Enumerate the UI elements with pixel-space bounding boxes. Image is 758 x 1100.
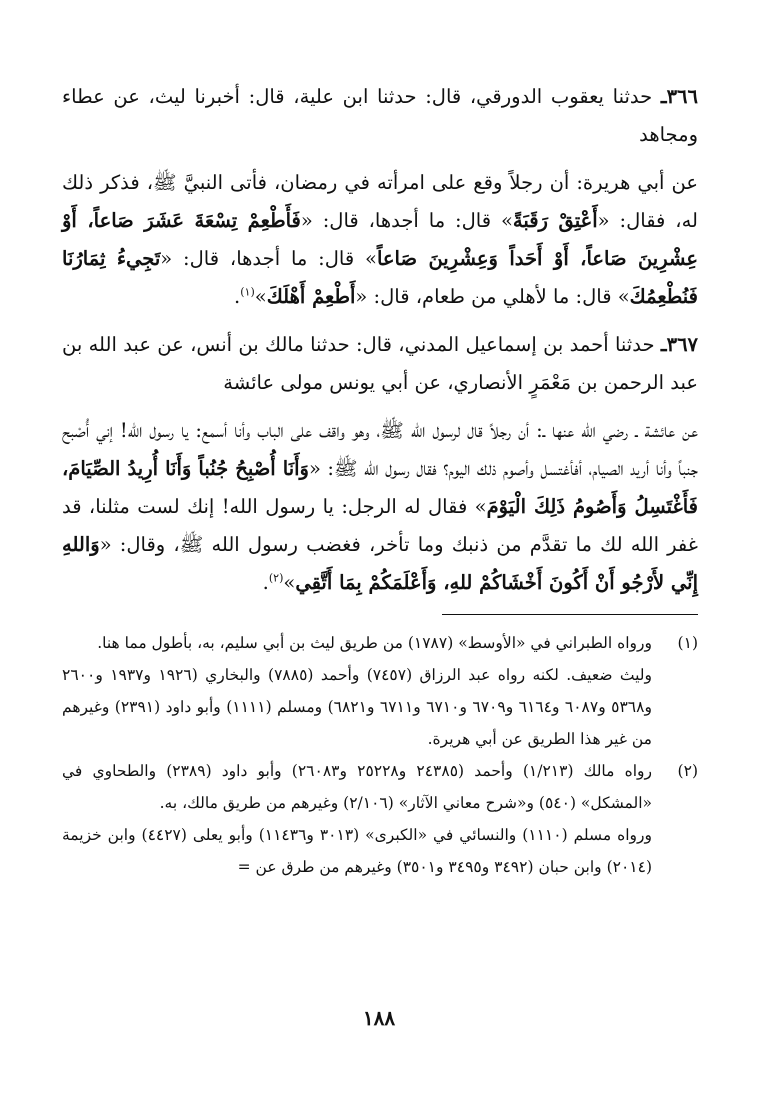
footnote-ref[interactable]: (١) <box>240 285 255 299</box>
footnote-1 <box>62 627 698 755</box>
footnote-text: وليث ضعيف. لكنه رواه عبد الرزاق (٧٤٥٧) وأحمد (٧٨٨٥) والبخاري (١٩٢٦ و١٩٣٧ و٢٦٠٠ و٥٣٦٨ و٦٠٨٧ و٦١٦٤ و٦٧٠٩ و٦٧١٠ و٦٧١١ و٦٨٢١) ومسلم (١١١١) وأبو داود (٢٣٩١) وغيرهم من غير هذا الطريق عن أبي هريرة. <box>62 666 652 748</box>
hadith-367-matn <box>62 412 698 602</box>
hadith-366-matn <box>62 164 698 316</box>
isnad-text: حدثنا يعقوب الدورقي، قال: حدثنا ابن علية، قال: أخبرنا ليث، عن عطاء ومجاهد <box>62 85 698 146</box>
matn-text: عن عائشة ـ رضي الله عنها ـ: أن رجلاً قال لرسول الله ﷺ، وهو واقف على الباب وأنا أسمع: يا رسول الله! إني أُصْبح جنباً وأنا أريد الصيام، أفأغتسل وأصوم ذلك اليوم؟ فقال رسول الله ﷺ: « <box>62 419 698 480</box>
book-page <box>62 78 698 1078</box>
footnote-ref[interactable]: (٢) <box>268 571 284 585</box>
matn-text: » فقال له الرجل: يا رسول الله! إنك لست مثلنا، قد غفر الله لك ما تقدَّم من ذنبك وما تأخر، فغضب رسول الله ﷺ، وقال: « <box>62 495 698 556</box>
footnote-number: (١) <box>677 634 698 652</box>
footnote-text: رواه مالك (١/٢١٣) وأحمد (٢٤٣٨٥ و٢٥٢٢٨ و٢٦٠٨٣) وأبو داود (٢٣٨٩) والطحاوي في «المشكل» (٥٤٠) و«شرح معاني الآثار» (٢/١٠٦) وغيرهم من طريق مالك، به. <box>62 762 653 812</box>
matn-text: » <box>283 571 296 594</box>
hadith-number: ٣٦٧ـ <box>660 333 699 356</box>
prophetic-quote: فَأَطْعِمْ تِسْعَةَ عَشَرَ صَاعاً، أَوْ عِشْرِينَ صَاعاً، أَوْ أَحَداً وَعِشْرِينَ صَاعاً <box>62 209 699 270</box>
matn-text: » <box>254 285 267 308</box>
prophetic-quote: وَاللهِ إِنِّي لأَرْجُو أَنْ أَكُونَ أَخْشَاكُمْ للهِ، وَأَعْلَمَكُمْ بِمَا أَتَّقِي <box>62 533 698 594</box>
prophetic-quote: أَطْعِمْ أَهْلَكَ <box>266 285 356 308</box>
footnote-text: ورواه الطبراني في «الأوسط» (١٧٨٧) من طريق ليث بن أبي سليم، به، بأطول مما هنا. <box>97 634 652 652</box>
footnote-text: ورواه مسلم (١١١٠) والنسائي في «الكبرى» (٣٠١٣ و١١٤٣٦) وأبو يعلى (٤٤٢٧) وابن خزيمة (٢٠١٤) وابن حبان (٣٤٩٢ و٣٤٩٥ و٣٥٠١) وغيرهم من طرق عن = <box>62 826 652 876</box>
footnote-number: (٢) <box>677 762 698 780</box>
prophetic-quote: أَعْتِقْ رَقَبَةً <box>512 209 598 232</box>
matn-text: » قال: ما أجدها، قال: « <box>300 209 513 232</box>
matn-text: » قال: ما لأهلي من طعام، قال: « <box>355 285 630 308</box>
footnotes <box>62 627 698 883</box>
matn-text: . <box>234 285 241 308</box>
footnote-divider <box>442 614 698 615</box>
prophetic-quote: تَجِيءُ ثِمَارُنَا فَنُطْعِمُكَ <box>62 247 698 308</box>
hadith-367-isnad <box>62 326 698 402</box>
page-number: ١٨٨ <box>362 1006 396 1030</box>
hadith-366-isnad <box>62 78 698 154</box>
footnote-2 <box>62 755 698 883</box>
isnad-text: حدثنا أحمد بن إسماعيل المدني، قال: حدثنا مالك بن أنس، عن عبد الله بن عبد الرحمن بن مَعْمَرٍ الأنصاري، عن أبي يونس مولى عائشة <box>62 333 698 394</box>
hadith-number: ٣٦٦ـ <box>660 85 698 108</box>
matn-text: » قال: ما أجدها، قال: « <box>160 247 377 270</box>
matn-text: . <box>262 571 269 594</box>
prophetic-quote: وَأَنَا أُصْبِحُ جُنُباً وَأَنَا أُرِيدُ الصِّيَامَ، فَأَغْتَسِلُ وَأَصُومُ ذَلِكَ الْيَوْمَ <box>62 457 698 518</box>
main-text <box>62 78 698 602</box>
matn-text: عن أبي هريرة: أن رجلاً وقع على امرأته في رمضان، فأتى النبيَّ ﷺ، فذكر ذلك له، فقال: « <box>62 171 698 232</box>
